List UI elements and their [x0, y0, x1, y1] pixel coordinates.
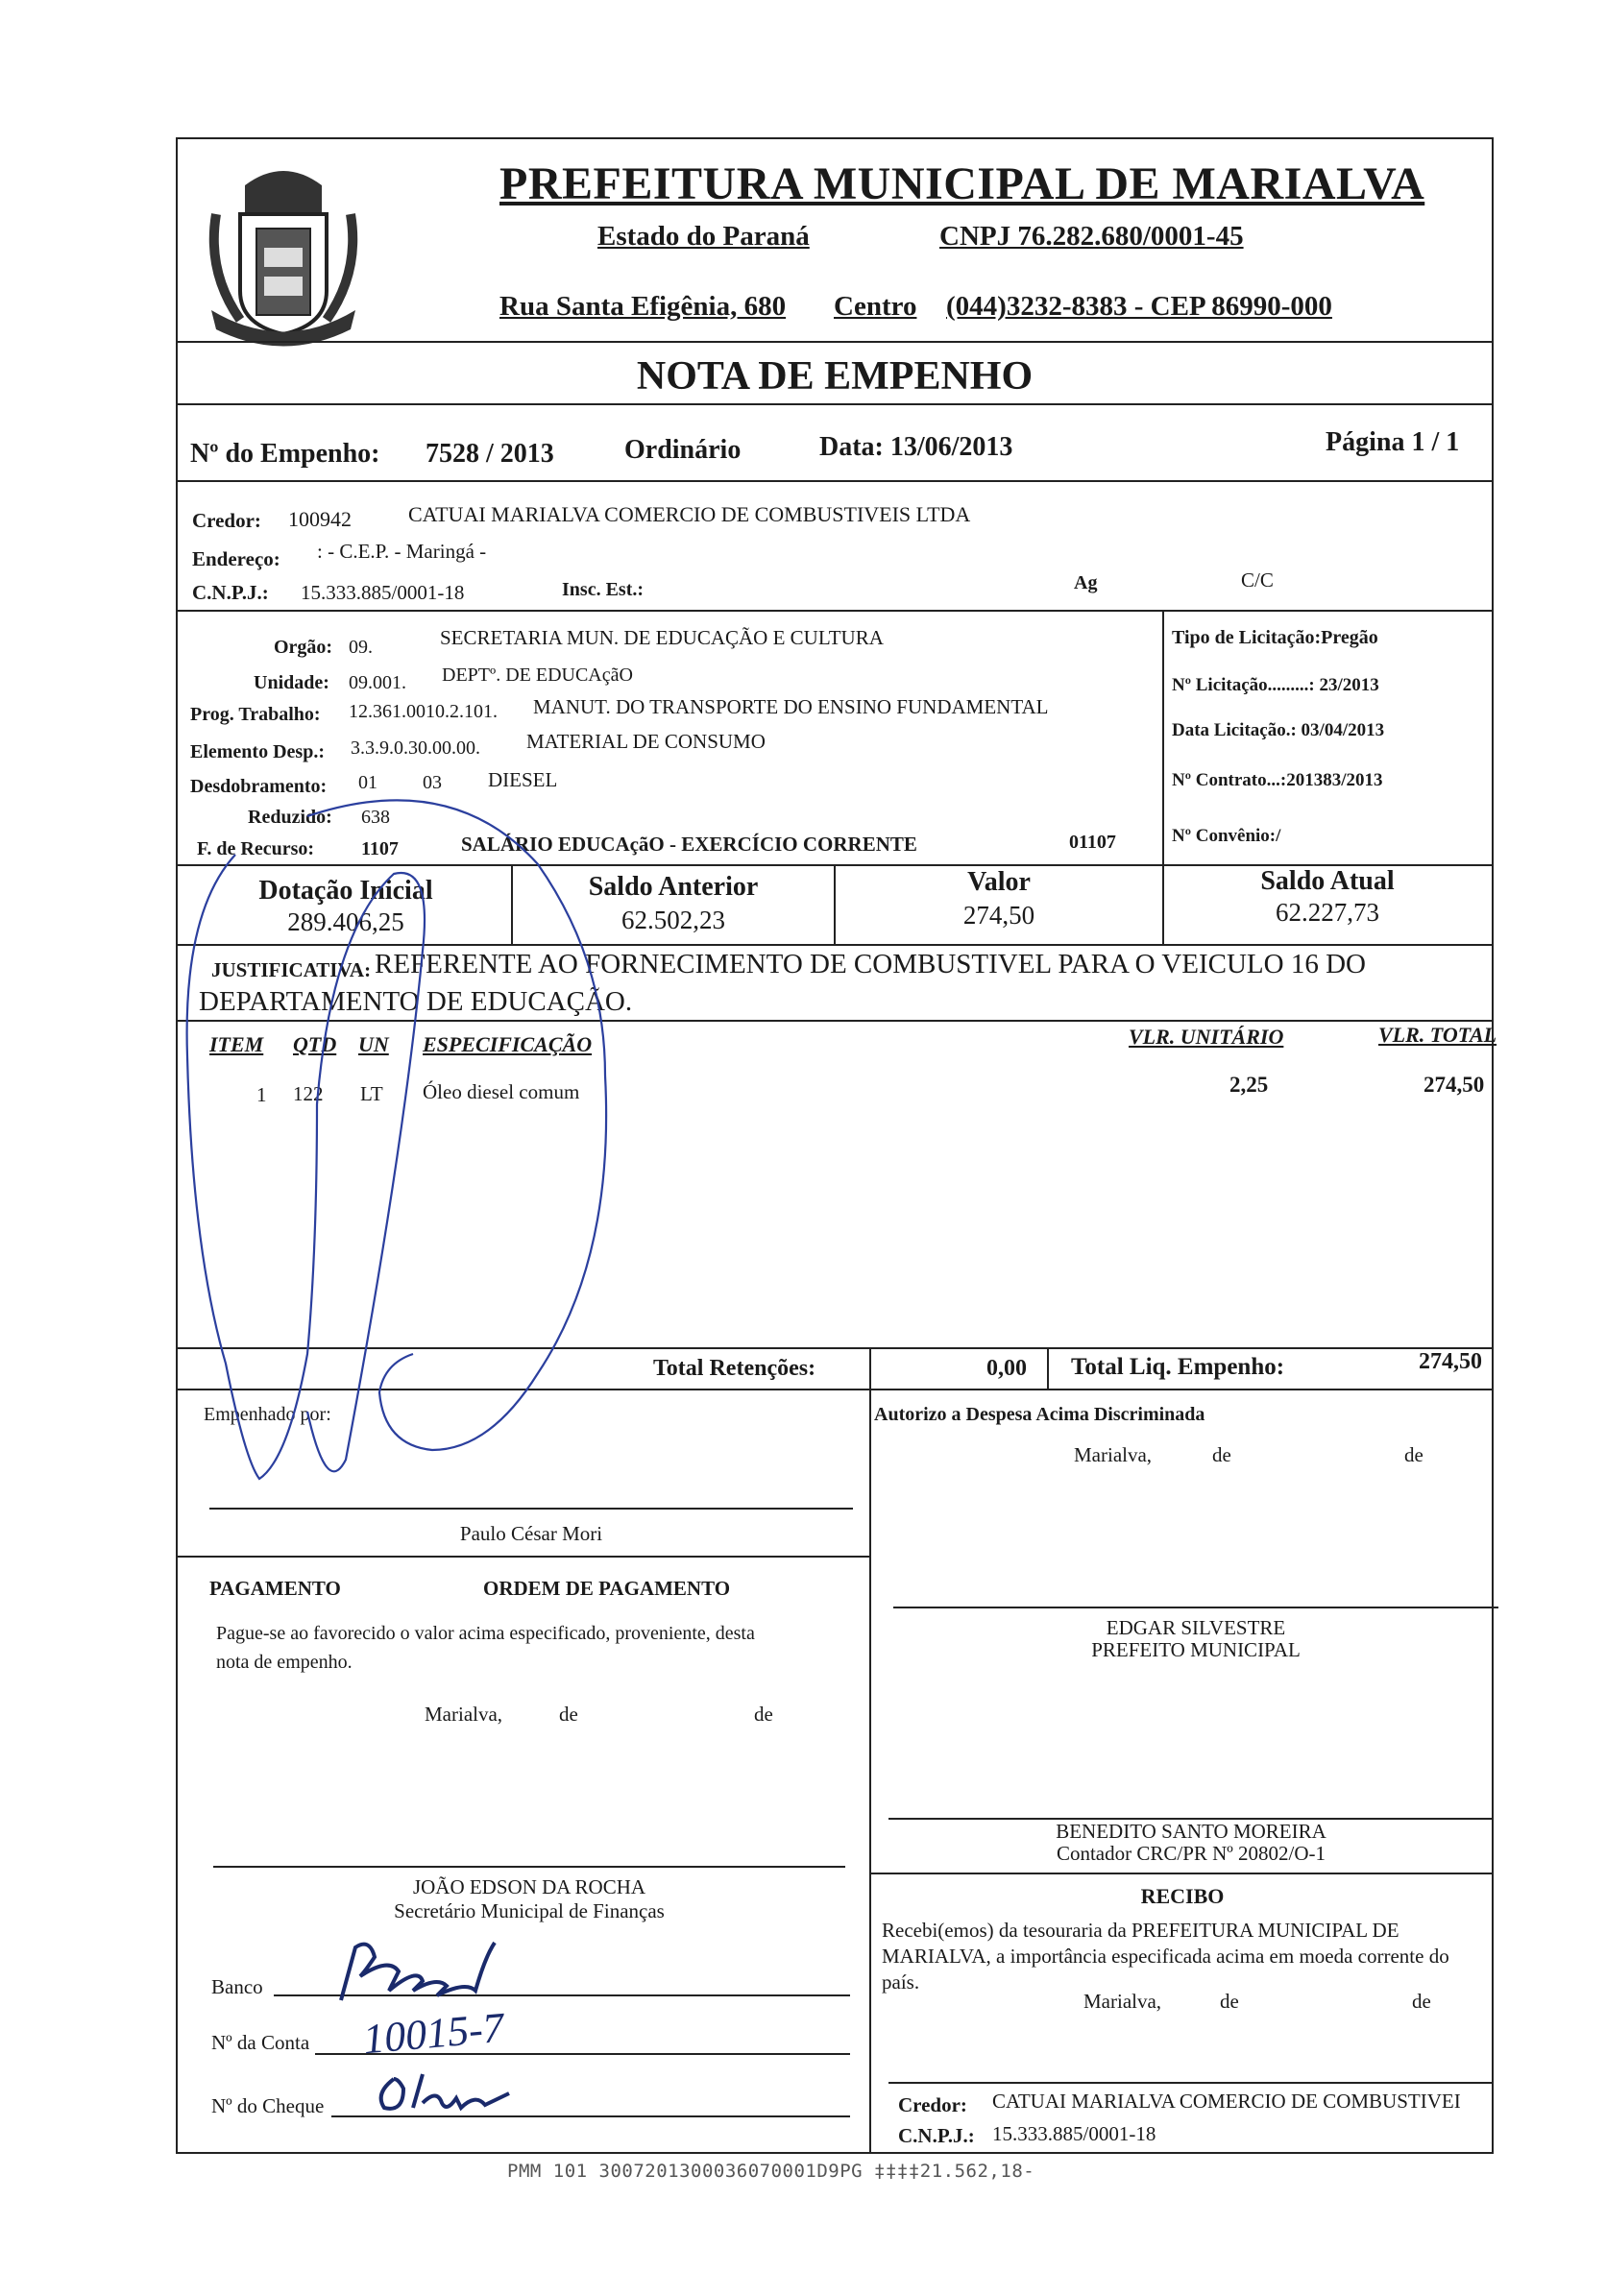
contador-title: Contador CRC/PR Nº 20802/O-1: [1056, 1842, 1326, 1865]
recurso-label: F. de Recurso:: [197, 838, 315, 859]
total-liquido-label: Total Liq. Empenho:: [1071, 1354, 1285, 1380]
col-especificacao: ESPECIFICAÇÃO: [423, 1032, 593, 1056]
recurso-number: 01107: [1069, 832, 1116, 853]
recibo-city: Marialva,: [1083, 1990, 1162, 2013]
secretario-title: Secretário Municipal de Finanças: [394, 1899, 665, 1922]
contador-name: BENEDITO SANTO MOREIRA: [1056, 1820, 1326, 1843]
empenho-type: Ordinário: [624, 435, 742, 465]
prefeito-title: PREFEITO MUNICIPAL: [1091, 1638, 1301, 1661]
orgao-name: SECRETARIA MUN. DE EDUCAÇÃO E CULTURA: [440, 626, 884, 649]
elemento-label: Elemento Desp.:: [190, 741, 325, 762]
pagamento-text-1: Pague-se ao favorecido o valor acima especificado, proveniente, desta: [216, 1623, 755, 1644]
pagamento-text-2: nota de empenho.: [216, 1652, 353, 1673]
unidade-name: DEPTº. DE EDUCAçãO: [442, 665, 633, 686]
row1-item: 1: [256, 1083, 267, 1106]
empenho-number-label: Nº do Empenho:: [190, 439, 380, 469]
pagamento-de-1: de: [559, 1703, 578, 1726]
recibo-credor-label: Credor:: [898, 2093, 967, 2116]
retencoes-label: Total Retenções:: [653, 1356, 816, 1381]
org-title: PREFEITURA MUNICIPAL DE MARIALVA: [499, 158, 1425, 209]
footer-code: PMM 101 3007201300036070001D9PG ‡‡‡‡21.562,18-: [507, 2161, 1035, 2182]
dotacao-value: 289.406,25: [287, 907, 404, 936]
empenho-number: 7528 / 2013: [426, 439, 554, 469]
recibo-de-1: de: [1220, 1990, 1239, 2013]
cnpj-label: C.N.P.J.:: [192, 581, 269, 604]
reduzido-value: 638: [361, 807, 390, 828]
recurso-code: 1107: [361, 838, 399, 859]
recibo-text-2: MARIALVA, a importância especificada acima em moeda corrente do: [882, 1945, 1449, 1968]
desdobramento-1: 01: [358, 772, 377, 793]
prog-label: Prog. Trabalho:: [190, 704, 321, 725]
licitacao-tipo: Tipo de Licitação:Pregão: [1172, 627, 1378, 648]
ordem-pagamento-label: ORDEM DE PAGAMENTO: [483, 1577, 731, 1600]
secretario-name: JOÃO EDSON DA ROCHA: [412, 1875, 646, 1898]
col-qtd: QTD: [293, 1032, 337, 1056]
elemento-code: 3.3.9.0.30.00.00.: [351, 737, 480, 759]
agency-label: Ag: [1074, 572, 1098, 593]
licitacao-numero: Nº Licitação.........: 23/2013: [1172, 675, 1379, 695]
recibo-credor: CATUAI MARIALVA COMERCIO DE COMBUSTIVEI: [992, 2090, 1461, 2113]
org-address: Rua Santa Efigênia, 680: [499, 291, 787, 322]
cheque-handwriting-icon: [370, 2065, 514, 2122]
unidade-code: 09.001.: [349, 672, 406, 693]
org-cnpj: CNPJ 76.282.680/0001-45: [939, 221, 1244, 252]
prog-name: MANUT. DO TRANSPORTE DO ENSINO FUNDAMENTAL: [533, 695, 1049, 718]
autorizo-label: Autorizo a Despesa Acima Discriminada: [874, 1404, 1205, 1425]
empenho-date: Data: 13/06/2013: [819, 432, 1013, 462]
prog-code: 12.361.0010.2.101.: [349, 701, 498, 722]
saldo-atual-value: 62.227,73: [1276, 898, 1379, 927]
credor-name: CATUAI MARIALVA COMERCIO DE COMBUSTIVEIS LTDA: [408, 502, 971, 526]
banco-label: Banco: [211, 1975, 263, 1998]
banco-handwriting-icon: [331, 1938, 504, 2005]
document-title: NOTA DE EMPENHO: [636, 354, 1034, 399]
col-vlr-unitario: VLR. UNITÁRIO: [1129, 1025, 1284, 1049]
valor-label: Valor: [967, 867, 1031, 897]
desdobramento-label: Desdobramento:: [190, 776, 328, 797]
credor-cnpj: 15.333.885/0001-18: [301, 581, 465, 604]
contrato-numero: Nº Contrato...:201383/2013: [1172, 770, 1383, 790]
row1-qtd: 122: [293, 1082, 324, 1105]
orgao-label: Orgão:: [274, 637, 333, 658]
org-district: Centro: [834, 291, 917, 322]
total-liquido-value: 274,50: [1419, 1349, 1482, 1374]
justificativa-label: JUSTIFICATIVA:: [211, 958, 372, 981]
autorizo-de-1: de: [1212, 1443, 1231, 1466]
prefeito-name: EDGAR SILVESTRE: [1106, 1616, 1286, 1639]
saldo-anterior-value: 62.502,23: [621, 906, 725, 934]
conta-label: Nº da Conta: [211, 2031, 310, 2054]
col-item: ITEM: [209, 1032, 264, 1056]
empenhado-label: Empenhado por:: [204, 1404, 331, 1425]
autorizo-city: Marialva,: [1074, 1443, 1153, 1466]
desdobramento-2: 03: [423, 772, 442, 793]
recibo-label: RECIBO: [1140, 1884, 1225, 1908]
endereco-label: Endereço:: [192, 547, 280, 570]
desdobramento-name: DIESEL: [488, 768, 558, 791]
empenhado-name: Paulo César Mori: [459, 1522, 603, 1545]
justificativa-line1: REFERENTE AO FORNECIMENTO DE COMBUSTIVEL PARA O VEICULO 16 DO: [375, 949, 1366, 979]
credor-address: : - C.E.P. - Maringá -: [317, 540, 487, 563]
conta-handwriting: 10015-7: [361, 2003, 506, 2064]
col-un: UN: [358, 1032, 389, 1056]
orgao-code: 09.: [349, 637, 373, 658]
row1-unitario: 2,25: [1229, 1073, 1269, 1097]
recibo-cnpj: 15.333.885/0001-18: [992, 2122, 1156, 2145]
credor-code: 100942: [288, 507, 352, 531]
autorizo-de-2: de: [1404, 1443, 1424, 1466]
recibo-de-2: de: [1412, 1990, 1431, 2013]
page-number: Página 1 / 1: [1326, 427, 1460, 457]
pagamento-label: PAGAMENTO: [209, 1577, 341, 1600]
saldo-anterior-label: Saldo Anterior: [588, 872, 759, 902]
org-phone-cep: (044)3232-8383 - CEP 86990-000: [946, 291, 1332, 322]
dotacao-label: Dotação Inicial: [258, 876, 433, 906]
convenio-numero: Nº Convênio:/: [1172, 826, 1281, 846]
row1-total: 274,50: [1424, 1073, 1485, 1097]
unidade-label: Unidade:: [254, 672, 329, 693]
retencoes-value: 0,00: [986, 1356, 1027, 1381]
col-vlr-total: VLR. TOTAL: [1378, 1023, 1497, 1047]
cheque-label: Nº do Cheque: [211, 2094, 325, 2117]
row1-especificacao: Óleo diesel comum: [423, 1080, 580, 1103]
elemento-name: MATERIAL DE CONSUMO: [526, 730, 766, 753]
state-label: Estado do Paraná: [597, 221, 810, 252]
recibo-text-3: país.: [882, 1970, 920, 1994]
valor-value: 274,50: [962, 901, 1035, 930]
recurso-name: SALÁRIO EDUCAçãO - EXERCÍCIO CORRENTE: [461, 833, 917, 856]
row1-un: LT: [360, 1082, 383, 1105]
recibo-cnpj-label: C.N.P.J.:: [898, 2124, 975, 2147]
credor-label: Credor:: [192, 509, 261, 532]
coat-of-arms-icon: [197, 157, 370, 353]
justificativa-line2: DEPARTAMENTO DE EDUCAÇÃO.: [199, 986, 633, 1017]
saldo-atual-label: Saldo Atual: [1260, 866, 1395, 896]
pagamento-de-2: de: [754, 1703, 773, 1726]
reduzido-label: Reduzido:: [248, 807, 332, 828]
account-label: C/C: [1241, 568, 1274, 592]
recibo-text-1: Recebi(emos) da tesouraria da PREFEITURA MUNICIPAL DE: [882, 1919, 1399, 1942]
licitacao-data: Data Licitação.: 03/04/2013: [1172, 720, 1385, 740]
pagamento-city: Marialva,: [425, 1703, 503, 1726]
insc-est-label: Insc. Est.:: [562, 579, 645, 600]
